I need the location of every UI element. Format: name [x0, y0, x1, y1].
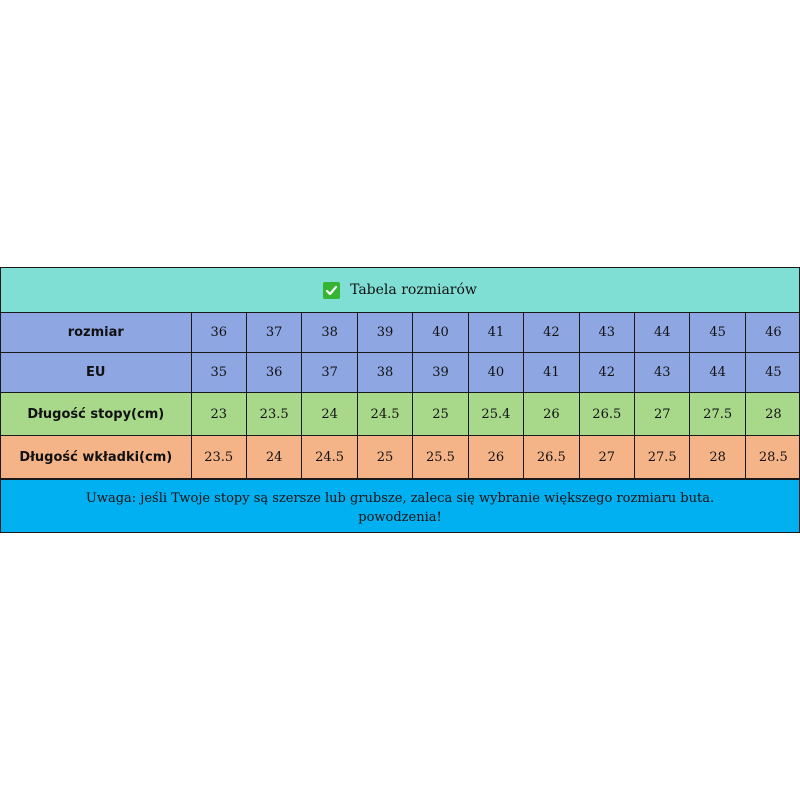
- table-cell: 42: [524, 313, 579, 353]
- table-cell: 27.5: [635, 436, 690, 479]
- table-cell: 27: [635, 393, 690, 436]
- size-chart: [0, 267, 800, 533]
- foot-length-row: [1, 393, 800, 436]
- table-cell: 23.5: [246, 393, 301, 436]
- table-cell: 45: [745, 353, 800, 393]
- table-cell: 40: [468, 353, 523, 393]
- table-cell: 28: [745, 393, 800, 436]
- row-label: EU: [1, 353, 191, 393]
- table-cell: 25: [413, 393, 468, 436]
- table-cell: 41: [468, 313, 523, 353]
- table-cell: 24: [246, 436, 301, 479]
- table-cell: 26: [468, 436, 523, 479]
- table-cell: 27: [579, 436, 634, 479]
- table-cell: 46: [745, 313, 800, 353]
- table-cell: 26.5: [524, 436, 579, 479]
- insole-length-row: [1, 436, 800, 479]
- table-cell: 24.5: [357, 393, 412, 436]
- note: [1, 479, 799, 533]
- table-cell: 35: [191, 353, 246, 393]
- chart-title: Tabela rozmiarów: [350, 282, 477, 298]
- table-cell: 37: [246, 313, 301, 353]
- row-label: rozmiar: [1, 313, 191, 353]
- table-cell: 44: [690, 353, 745, 393]
- checkmark-icon: [323, 282, 340, 299]
- table-cell: 37: [302, 353, 357, 393]
- table-cell: 45: [690, 313, 745, 353]
- size-table: [1, 313, 800, 479]
- eu-row: [1, 353, 800, 393]
- table-cell: 42: [579, 353, 634, 393]
- table-cell: 38: [302, 313, 357, 353]
- table-cell: 43: [635, 353, 690, 393]
- table-cell: 23.5: [191, 436, 246, 479]
- row-label: Długość wkładki(cm): [1, 436, 191, 479]
- table-cell: 25.5: [413, 436, 468, 479]
- rozmiar-row: [1, 313, 800, 353]
- note-line-1: Uwaga: jeśli Twoje stopy są szersze lub grubsze, zaleca się wybranie większego rozmiaru buta.: [85, 490, 715, 506]
- table-cell: 40: [413, 313, 468, 353]
- table-cell: 23: [191, 393, 246, 436]
- table-cell: 24: [302, 393, 357, 436]
- table-cell: 39: [413, 353, 468, 393]
- row-label: Długość stopy(cm): [1, 393, 191, 436]
- table-cell: 25: [357, 436, 412, 479]
- table-cell: 36: [191, 313, 246, 353]
- table-cell: 36: [246, 353, 301, 393]
- note-line-2: powodzenia!: [358, 509, 442, 525]
- table-cell: 26.5: [579, 393, 634, 436]
- table-cell: 44: [635, 313, 690, 353]
- table-cell: 24.5: [302, 436, 357, 479]
- table-cell: 27.5: [690, 393, 745, 436]
- checkmark-glyph: [325, 284, 338, 297]
- table-cell: 25.4: [468, 393, 523, 436]
- title-bar: [1, 268, 799, 313]
- table-cell: 28.5: [745, 436, 800, 479]
- table-cell: 28: [690, 436, 745, 479]
- table-cell: 41: [524, 353, 579, 393]
- table-cell: 39: [357, 313, 412, 353]
- table-cell: 26: [524, 393, 579, 436]
- table-cell: 38: [357, 353, 412, 393]
- table-cell: 43: [579, 313, 634, 353]
